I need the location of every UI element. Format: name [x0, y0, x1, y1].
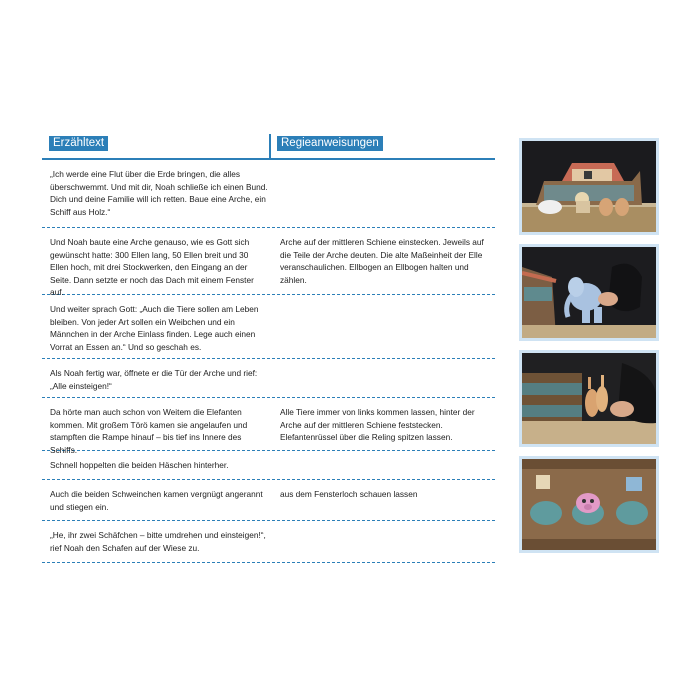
photo-ark-stage-overview: [519, 138, 659, 235]
table-row: [42, 359, 495, 398]
table-row: [42, 398, 495, 455]
column-divider: [269, 134, 271, 159]
story-text: „He, ihr zwei Schäfchen – bitte umdrehen und einsteigen!“, rief Noah den Schafen auf der Wiese zu.: [50, 530, 266, 553]
photo-ark-windows-animals: [519, 456, 659, 553]
table-row: [42, 480, 495, 521]
header-regieanweisungen: Regieanweisungen: [277, 136, 383, 151]
direction-text: aus dem Fensterloch schauen lassen: [280, 489, 418, 499]
story-text: Als Noah fertig war, öffnete er die Tür der Arche und rief: „Alle einsteigen!“: [50, 368, 258, 391]
story-text: Auch die beiden Schweinchen kamen vergnügt angerannt und stiegen ein.: [50, 489, 263, 512]
story-text: Und Noah baute eine Arche genauso, wie es Gott sich gewünscht hatte: 300 Ellen lang, 50 Ellen breit und 30 Ellen hoch, mit drei Stockwerken, den Eingang an der Seite. Dann setzte er noch das Dach mit einem Fenster auf.: [50, 237, 254, 298]
story-text: „Ich werde eine Flut über die Erde bringen, die alles überschwemmt. Und mit dir, Noah schließe ich einen Bund. Dich und deine Familie will ich retten. Baue eine Arche, ein Schiff aus Holz.“: [50, 169, 268, 217]
table-row: [42, 228, 495, 298]
table-row: [42, 521, 495, 563]
header-erzaehltext: Erzähltext: [49, 136, 108, 151]
photo-ark-elephant-hand: [519, 244, 659, 341]
direction-text: Arche auf der mittleren Schiene einstecken. Jeweils auf die Teile der Arche deuten. Die alte Maßeinheit der Elle veranschaulichen. Ellbogen an Ellbogen halten und zählen.: [280, 237, 484, 285]
table-row: [42, 160, 495, 228]
photo-ark-rabbits-hand: [519, 350, 659, 447]
story-text: Schnell hoppelten die beiden Häschen hinterher.: [50, 460, 229, 470]
direction-text: Alle Tiere immer von links kommen lassen, hinter der Arche auf der mittleren Schiene feststecken. Elefantenrüssel über die Reling spitzen lassen.: [280, 407, 475, 443]
table-row: [42, 295, 495, 359]
story-text: Und weiter sprach Gott: „Auch die Tiere sollen am Leben bleiben. Von jeder Art sollen ein Weibchen und ein Männchen in der Arche Einlass finden. Lege auch einen Vorrat an Essen an.“ Und so geschah es.: [50, 304, 259, 352]
table-row: [42, 451, 495, 480]
story-text: Da hörte man auch schon von Weitem die Elefanten kommen. Mit großem Törö kamen sie angelaufen und stampften die Rampe hinauf – bis tief ins Innere des Schiffs.: [50, 407, 248, 455]
